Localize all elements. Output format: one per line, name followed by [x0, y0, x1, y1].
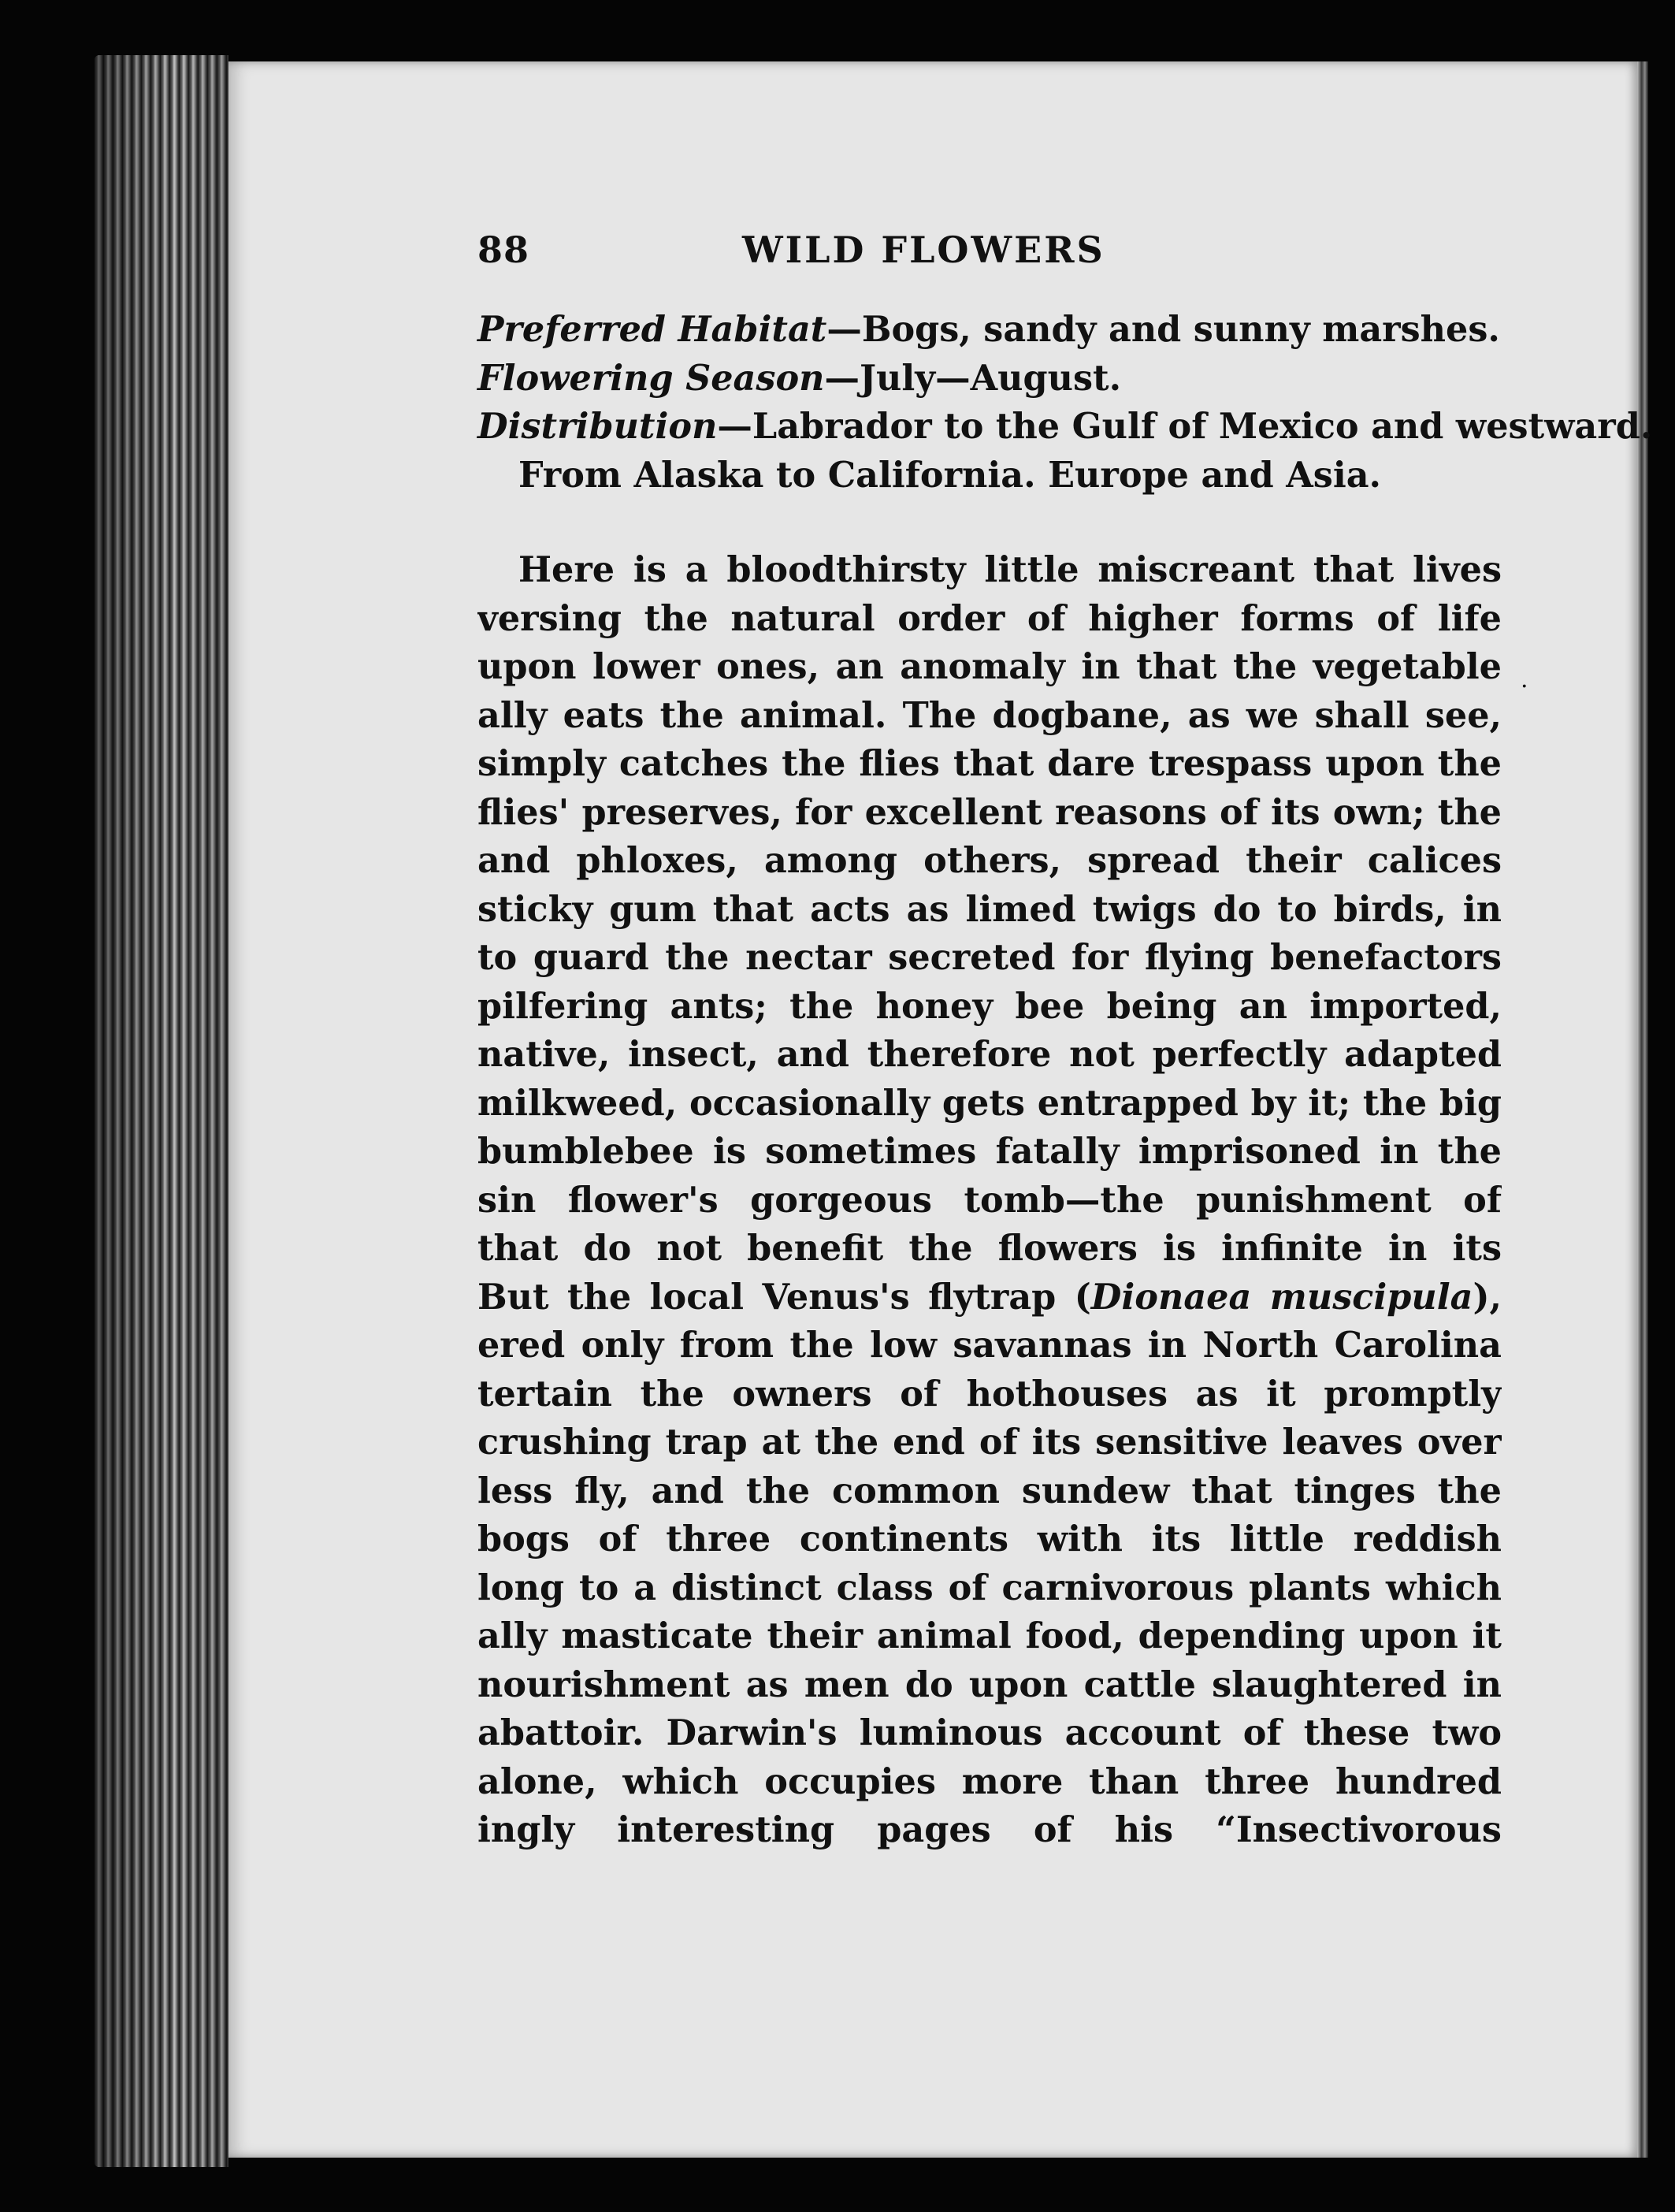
paragraph-line: and phloxes, among others, spread their calices — [477, 840, 1502, 881]
paragraph-line: to guard the nectar secreted for flying benefactors — [477, 937, 1502, 978]
paragraph-line: simply catches the flies that dare trespass upon the — [477, 743, 1502, 784]
paragraph-line: less fly, and the common sundew that tinges the — [477, 1470, 1502, 1511]
paragraph-line: upon lower ones, an anomaly in that the vegetable — [477, 646, 1502, 687]
paragraph-line: ally eats the animal. The dogbane, as we shall see, — [477, 694, 1502, 736]
paragraph-line: bogs of three continents with its little reddish — [477, 1519, 1502, 1560]
paragraph-line: bumblebee is sometimes fatally imprisoned in the — [477, 1131, 1502, 1172]
paragraph-line: sticky gum that acts as limed twigs do to birds, in — [477, 888, 1502, 930]
paragraph-line: crushing trap at the end of its sensitive leaves over — [477, 1422, 1502, 1463]
paragraph-line-with-italic: But the local Venus's flytrap (Dionaea muscipula), — [477, 1276, 1502, 1318]
paragraph-line: pilfering ants; the honey bee being an imported, — [477, 985, 1502, 1027]
book-title: WILD FLOWERS — [742, 229, 1105, 271]
paragraph-line: versing the natural order of higher forms of life — [477, 597, 1502, 639]
paragraph-line: sin flower's gorgeous tomb—the punishment of — [477, 1179, 1502, 1221]
paragraph-line: alone, which occupies more than three hundred — [477, 1760, 1502, 1802]
page-stack-shadow — [95, 55, 228, 2167]
paragraph-line: nourishment as men do upon cattle slaughtered in — [477, 1664, 1502, 1705]
spec-flowering-season: Flowering Season—July—August. — [477, 357, 1122, 399]
spec-distribution-continued: From Alaska to California. Europe and Asia. — [518, 454, 1382, 496]
paragraph-line: abattoir. Darwin's luminous account of these two — [477, 1712, 1502, 1753]
spec-distribution: Distribution—Labrador to the Gulf of Mexico and westward. — [477, 406, 1653, 447]
paragraph-line: ally masticate their animal food, depending upon it — [477, 1615, 1502, 1656]
paragraph-line: native, insect, and therefore not perfectly adapted — [477, 1034, 1502, 1075]
page-right-edge — [1637, 61, 1648, 2158]
paragraph-line: tertain the owners of hothouses as it promptly — [477, 1373, 1502, 1415]
page-number: 88 — [477, 229, 530, 271]
paragraph-gap — [477, 500, 1502, 546]
paragraph-line: milkweed, occasionally gets entrapped by it; the big — [477, 1082, 1502, 1124]
paragraph-line: long to a distinct class of carnivorous plants which — [477, 1567, 1502, 1608]
paragraph-line: that do not benefit the flowers is infinite in its — [477, 1228, 1502, 1269]
paragraph-line: ingly interesting pages of his “Insectivorous — [477, 1809, 1502, 1850]
running-head — [477, 229, 1502, 284]
botanical-name: Dionaea muscipula — [1090, 1276, 1473, 1318]
page-text — [477, 306, 1653, 1855]
body-paragraph — [477, 546, 1502, 1855]
paragraph-line: flies' preserves, for excellent reasons of its own; the — [477, 791, 1502, 833]
scan-speck: . — [1521, 666, 1528, 693]
paragraph-line: ered only from the low savannas in North Carolina — [477, 1325, 1502, 1366]
paragraph-line: Here is a bloodthirsty little miscreant that lives — [518, 549, 1502, 590]
spec-preferred-habitat: Preferred Habitat—Bogs, sandy and sunny marshes. — [477, 309, 1500, 350]
